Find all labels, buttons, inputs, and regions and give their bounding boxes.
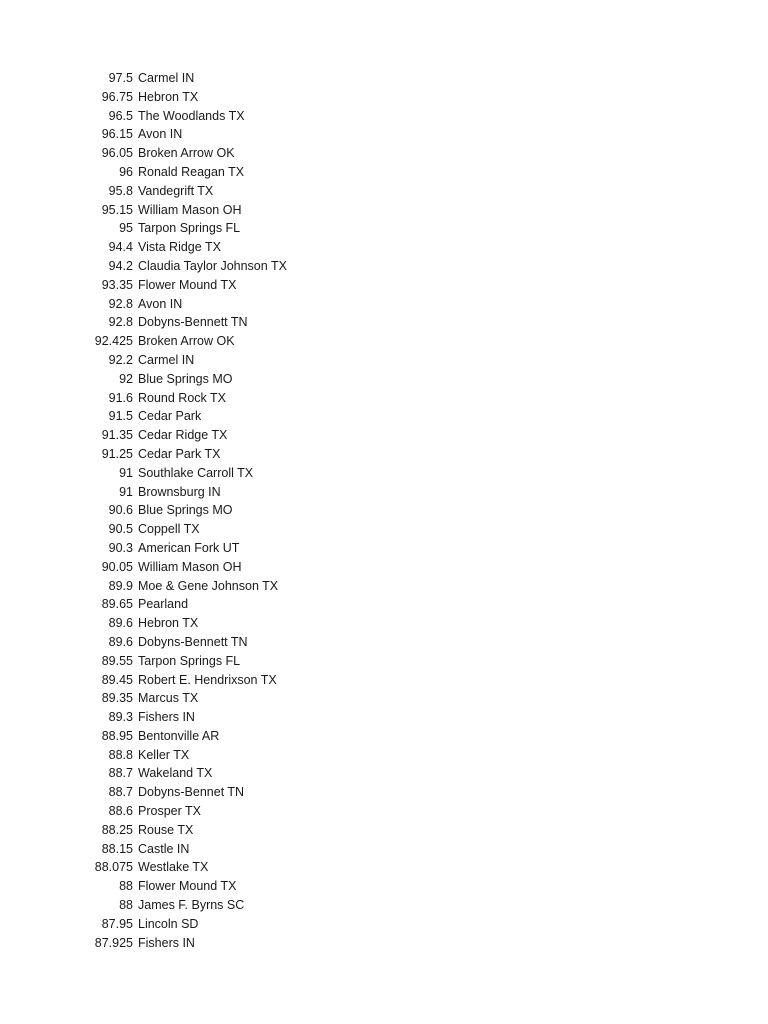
school-name: William Mason OH (138, 202, 242, 217)
school-name: Tarpon Springs FL (138, 653, 241, 668)
score-value: 92.8 (108, 296, 133, 311)
score-value: 89.45 (101, 672, 133, 687)
list-item (0, 708, 768, 727)
list-item (0, 201, 768, 220)
score-value: 89.3 (108, 710, 133, 725)
list-item (0, 840, 768, 859)
score-value: 94.2 (108, 258, 133, 273)
score-value: 90.05 (101, 559, 133, 574)
score-value: 89.55 (101, 653, 133, 668)
list-item (0, 69, 768, 88)
score-value: 88.15 (101, 841, 133, 856)
school-name: Moe & Gene Johnson TX (138, 578, 279, 593)
list-item (0, 313, 768, 332)
school-name: Prosper TX (138, 804, 201, 819)
school-name: Fishers IN (138, 710, 195, 725)
list-item (0, 351, 768, 370)
list-item (0, 727, 768, 746)
score-list (0, 69, 768, 952)
list-item (0, 746, 768, 765)
score-value: 96.15 (101, 127, 133, 142)
score-value: 88.7 (108, 766, 133, 781)
list-item (0, 821, 768, 840)
school-name: Cedar Park TX (138, 446, 221, 461)
list-item (0, 915, 768, 934)
score-value: 91.35 (101, 428, 133, 443)
score-value: 90.6 (108, 503, 133, 518)
school-name: Marcus TX (138, 691, 199, 706)
list-item (0, 483, 768, 502)
list-item (0, 577, 768, 596)
score-value: 91.5 (108, 409, 133, 424)
list-item (0, 764, 768, 783)
school-name: Ronald Reagan TX (138, 164, 245, 179)
school-name: Hebron TX (138, 89, 199, 104)
school-name: Southlake Carroll TX (138, 465, 254, 480)
score-value: 93.35 (101, 277, 133, 292)
score-value: 92.2 (108, 352, 133, 367)
list-item (0, 896, 768, 915)
school-name: Round Rock TX (138, 390, 227, 405)
score-value: 89.6 (108, 634, 133, 649)
school-name: The Woodlands TX (138, 108, 245, 123)
list-item (0, 295, 768, 314)
score-value: 92.425 (94, 334, 133, 349)
score-value: 91.25 (101, 446, 133, 461)
school-name: Bentonville AR (138, 728, 220, 743)
school-name: Carmel IN (138, 71, 195, 85)
list-item (0, 558, 768, 577)
score-value: 89.65 (101, 597, 133, 612)
school-name: Vandegrift TX (138, 183, 214, 198)
score-value: 88.6 (108, 804, 133, 819)
list-item (0, 276, 768, 295)
list-item (0, 877, 768, 896)
school-name: Lincoln SD (138, 916, 199, 931)
school-name: Broken Arrow OK (138, 146, 235, 161)
score-value: 97.5 (108, 71, 133, 85)
score-value: 95 (119, 221, 133, 236)
score-value: 87.925 (94, 935, 133, 950)
list-item (0, 125, 768, 144)
school-name: Avon IN (138, 296, 183, 311)
school-name: Broken Arrow OK (138, 334, 235, 349)
score-value: 95.8 (108, 183, 133, 198)
list-item (0, 783, 768, 802)
school-name: Rouse TX (138, 822, 194, 837)
list-item (0, 370, 768, 389)
score-value: 91.6 (108, 390, 133, 405)
school-name: Vista Ridge TX (138, 240, 221, 255)
score-value: 89.6 (108, 616, 133, 631)
school-name: Castle IN (138, 841, 190, 856)
list-item (0, 464, 768, 483)
list-item (0, 407, 768, 426)
score-value: 92.8 (108, 315, 133, 330)
list-item (0, 671, 768, 690)
list-item (0, 163, 768, 182)
list-item (0, 539, 768, 558)
school-name: Avon IN (138, 127, 183, 142)
school-name: Flower Mound TX (138, 879, 237, 894)
list-item (0, 107, 768, 126)
school-name: Brownsburg IN (138, 484, 221, 499)
score-value: 90.3 (108, 540, 133, 555)
list-item (0, 934, 768, 953)
score-value: 89.35 (101, 691, 133, 706)
school-name: Wakeland TX (138, 766, 213, 781)
score-value: 96 (119, 164, 133, 179)
school-name: Pearland (138, 597, 189, 612)
list-item (0, 501, 768, 520)
school-name: Carmel IN (138, 352, 195, 367)
school-name: William Mason OH (138, 559, 242, 574)
school-name: Fishers IN (138, 935, 195, 950)
list-item (0, 257, 768, 276)
score-value: 88.075 (94, 860, 133, 875)
score-value: 94.4 (108, 240, 133, 255)
school-name: Westlake TX (138, 860, 209, 875)
score-value: 96.05 (101, 146, 133, 161)
score-value: 91 (119, 484, 133, 499)
school-name: Dobyns-Bennett TN (138, 315, 248, 330)
list-item (0, 426, 768, 445)
list-item (0, 88, 768, 107)
school-name: Dobyns-Bennet TN (138, 785, 245, 800)
score-value: 91 (119, 465, 133, 480)
score-value: 95.15 (101, 202, 133, 217)
school-name: Coppell TX (138, 522, 200, 537)
school-name: Cedar Park (138, 409, 202, 424)
school-name: Blue Springs MO (138, 371, 233, 386)
school-name: Robert E. Hendrixson TX (138, 672, 277, 687)
score-value: 96.5 (108, 108, 133, 123)
school-name: Claudia Taylor Johnson TX (138, 258, 287, 273)
score-value: 87.95 (101, 916, 133, 931)
school-name: Blue Springs MO (138, 503, 233, 518)
list-item (0, 144, 768, 163)
school-name: Cedar Ridge TX (138, 428, 228, 443)
list-item (0, 238, 768, 257)
list-item (0, 633, 768, 652)
score-value: 92 (119, 371, 133, 386)
list-item (0, 652, 768, 671)
school-name: American Fork UT (138, 540, 240, 555)
score-value: 90.5 (108, 522, 133, 537)
list-item (0, 614, 768, 633)
list-item (0, 858, 768, 877)
list-item (0, 595, 768, 614)
school-name: Keller TX (138, 747, 190, 762)
score-value: 88 (119, 879, 133, 894)
score-value: 96.75 (101, 89, 133, 104)
school-name: James F. Byrns SC (138, 898, 245, 913)
list-item (0, 802, 768, 821)
score-value: 89.9 (108, 578, 133, 593)
list-item (0, 445, 768, 464)
list-item (0, 389, 768, 408)
list-item (0, 689, 768, 708)
school-name: Hebron TX (138, 616, 199, 631)
list-item (0, 219, 768, 238)
list-item (0, 520, 768, 539)
list-item (0, 332, 768, 351)
score-value: 88.25 (101, 822, 133, 837)
school-name: Dobyns-Bennett TN (138, 634, 248, 649)
score-value: 88.7 (108, 785, 133, 800)
school-name: Tarpon Springs FL (138, 221, 241, 236)
score-value: 88 (119, 898, 133, 913)
list-item (0, 182, 768, 201)
school-name: Flower Mound TX (138, 277, 237, 292)
score-value: 88.8 (108, 747, 133, 762)
score-value: 88.95 (101, 728, 133, 743)
